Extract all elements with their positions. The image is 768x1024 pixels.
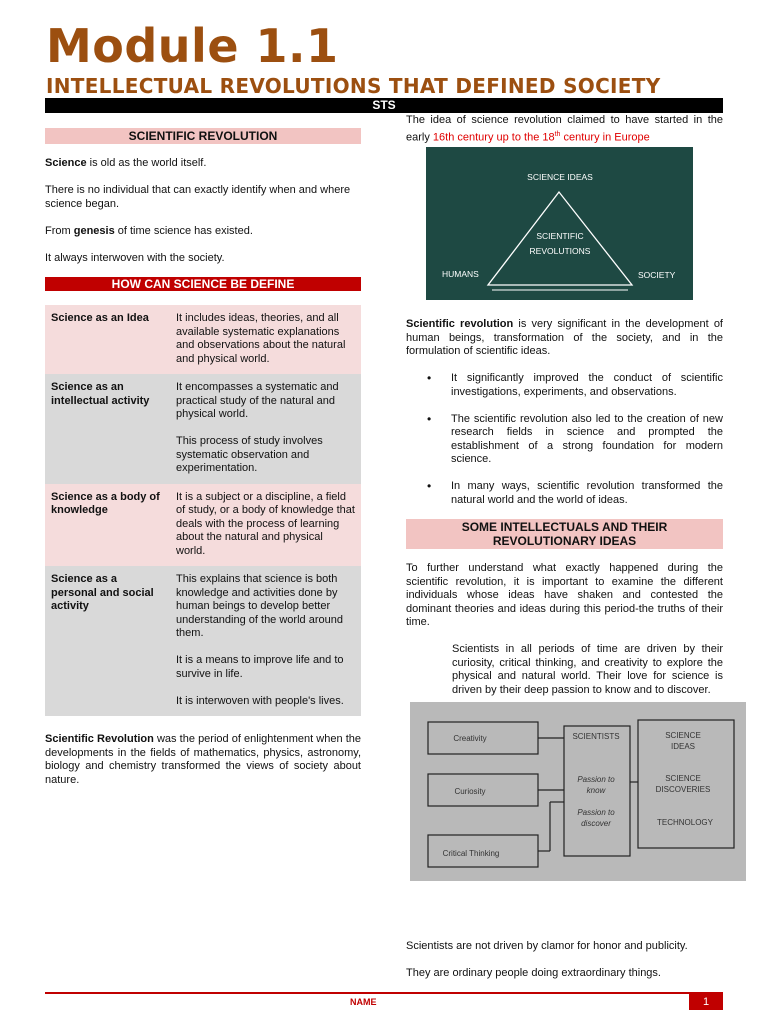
critical-thinking-label: Critical Thinking [442, 849, 500, 858]
definition-text: It encompasses a systematic and practical study of the natural and physical world. This process of study involves systematic observation and experimentation. [170, 374, 361, 484]
passion-know-label-1: Passion to [577, 775, 615, 784]
scientific-label: SCIENTIFIC [536, 231, 584, 241]
revolution-significance: Scientific revolution is very significant in the development of human beings, transformation of the society, and in the formulation of scientific ideas. [406, 318, 723, 357]
revolutions-label: REVOLUTIONS [529, 246, 591, 256]
scientists-flow-diagram [410, 702, 746, 881]
intellectuals-heading: SOME INTELLECTUALS AND THEIR REVOLUTIONARY IDEAS [406, 519, 723, 549]
intro-line-1: Science is old as the world itself. [45, 157, 207, 169]
definition-term: Science as an Idea [45, 305, 170, 374]
creativity-label: Creativity [453, 734, 487, 743]
list-item: • The scientific revolution also led to the creation of new research fields in science and prompted the establishment of a strong foundation for modern science. [451, 413, 723, 467]
scientific-revolution-heading: SCIENTIFIC REVOLUTION [45, 128, 361, 144]
passion-discover-label-1: Passion to [577, 808, 615, 817]
understand-paragraph: To further understand what exactly happened during the scientific revolution, it is important to examine the different individuals whose ideas have shaken and contested the dominant theories and ideas during this period-the truths of their time. [406, 562, 723, 628]
passion-know-label-2: know [586, 786, 606, 795]
definitions-table [45, 305, 361, 716]
scientists-label: SCIENTISTS [572, 732, 620, 741]
technology-label: TECHNOLOGY [656, 818, 714, 827]
how-define-heading: HOW CAN SCIENCE BE DEFINE [45, 277, 361, 291]
module-subtitle: INTELLECTUAL REVOLUTIONS THAT DEFINED SOCIETY [46, 74, 661, 98]
definition-term: Science as a personal and social activity [45, 566, 170, 716]
footer-name: NAME [350, 997, 377, 1007]
clamor-paragraph: Scientists are not driven by clamor for honor and publicity. [406, 940, 688, 952]
definition-text: This explains that science is both knowledge and activities done by human beings to develop better understanding of the world around them. It is a means to improve life and to survive in life. It is interwoven with people's lives. [170, 566, 361, 716]
triangle-figure [426, 147, 693, 300]
table-row [45, 484, 361, 567]
page-number: 1 [689, 994, 723, 1010]
curiosity-label: Curiosity [454, 787, 486, 796]
discoveries-label-1: SCIENCE [665, 774, 701, 783]
module-title: Module 1.1 [46, 19, 339, 73]
definition-term: Science as an intellectual activity [45, 374, 170, 484]
ordinary-paragraph: They are ordinary people doing extraordinary things. [406, 967, 661, 979]
footer-divider [45, 992, 723, 994]
science-ideas-label: SCIENCE IDEAS [527, 172, 593, 182]
curiosity-paragraph: Scientists in all periods of time are driven by their curiosity, critical thinking, and creativity to explore the physical and natural world. Their love for science is driven by their deep passion to know and to discover. [452, 643, 723, 696]
table-row [45, 374, 361, 484]
definition-term: Science as a body of knowledge [45, 484, 170, 567]
humans-label: HUMANS [442, 269, 479, 279]
science-ideas-box-label-1: SCIENCE [665, 731, 701, 740]
intro-line-3: From genesis of time science has existed. [45, 224, 253, 237]
triangle-diagram [426, 147, 693, 300]
science-intro [45, 157, 361, 265]
society-label: SOCIETY [638, 270, 676, 280]
list-item: • In many ways, scientific revolution transformed the natural world and the world of ideas. [451, 480, 723, 507]
sts-bar: STS [45, 98, 723, 113]
definition-text: It is a subject or a discipline, a field of study, or a body of knowledge that deals with the process of learning about the natural and physical world. [170, 484, 361, 567]
list-item: • It significantly improved the conduct of scientific investigations, experiments, and observations. [451, 372, 723, 399]
table-row [45, 305, 361, 374]
discoveries-label-2: DISCOVERIES [655, 785, 711, 794]
intro-line-4: It always interwoven with the society. [45, 251, 225, 264]
revolution-intro: The idea of science revolution claimed to have started in the early 16th century up to the 18th century in Europe [406, 114, 723, 144]
intro-line-2: There is no individual that can exactly identify when and where science began. [45, 184, 351, 210]
revolution-bullets [406, 372, 723, 521]
table-row [45, 566, 361, 716]
science-ideas-box-label-2: IDEAS [670, 742, 696, 751]
closing-paragraph: Scientific Revolution was the period of enlightenment when the developments in the fields of mathematics, physics, astronomy, biology and chemistry transformed the views of society about nature. [45, 733, 361, 786]
definition-text: It includes ideas, theories, and all available systematic explanations and observations about the natural and physical world. [170, 305, 361, 374]
definitions-table-wrap [45, 305, 361, 716]
scientists-diagram [410, 702, 746, 881]
passion-discover-label-2: discover [581, 819, 611, 828]
